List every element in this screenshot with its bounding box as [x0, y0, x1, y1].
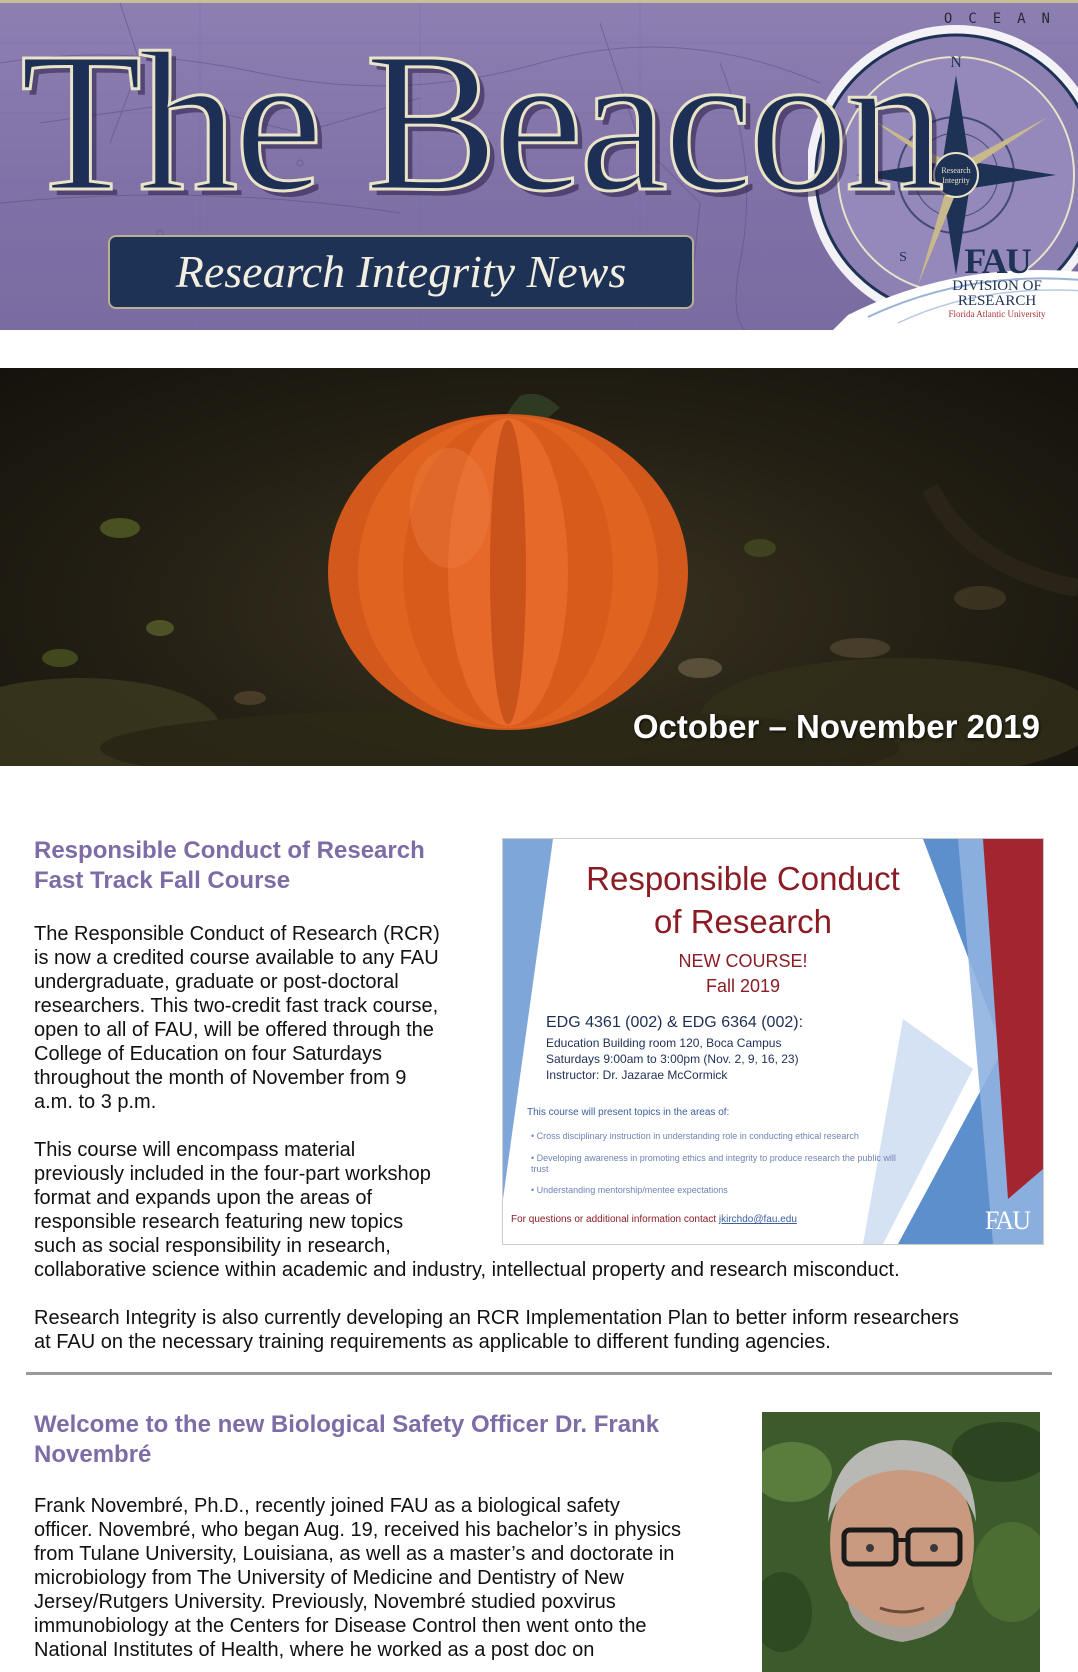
fau-division-logo — [932, 243, 1062, 320]
flyer-title-line: Responsible Conduct — [586, 860, 900, 897]
text-line: The Responsible Conduct of Research (RCR) — [34, 923, 440, 945]
text-line: Frank Novembré, Ph.D., recently joined FAU as a biological safety — [34, 1495, 620, 1517]
flyer-topics-heading: This course will present topics in the areas of: — [527, 1107, 730, 1118]
flyer-topic-text: Developing awareness in promoting ethics and integrity to produce research the public will trust — [531, 1153, 896, 1174]
rcr-heading-line1: Responsible Conduct of Research — [34, 837, 425, 864]
text-line: officer. Novembré, who began Aug. 19, received his bachelor’s in physics — [34, 1519, 682, 1541]
pumpkin-illustration — [0, 368, 1078, 766]
compass-south-label: S — [899, 250, 907, 265]
biosafety-heading-line1: Welcome to the new Biological Safety Officer Dr. Frank — [34, 1411, 660, 1438]
fau-logo-text: FAU — [964, 241, 1030, 281]
text-line: previously included in the four-part workshop — [34, 1163, 431, 1185]
text-line: from Tulane University, Louisiana, as well as a master’s and doctorate in — [34, 1543, 675, 1565]
svg-text:Integrity: Integrity — [942, 176, 970, 185]
flyer-topic-text: Cross disciplinary instruction in understanding role in conducting ethical research — [536, 1131, 859, 1141]
logo-division-text: DIVISION OF — [952, 278, 1042, 294]
flyer-instructor: Instructor: Dr. Jazarae McCormick — [546, 1068, 728, 1082]
flyer-new-course — [543, 949, 943, 999]
ocean-label: OCEAN — [943, 11, 1066, 27]
biosafety-article-heading — [34, 1410, 659, 1470]
flyer-topic-item: • Cross disciplinary instruction in understanding role in conducting ethical research — [531, 1131, 859, 1141]
flyer-new-course-label: NEW COURSE! — [678, 951, 808, 971]
text-line: Jersey/Rutgers University. Previously, Novembré studied poxvirus — [34, 1591, 616, 1613]
text-line: immunobiology at the Centers for Disease Control then went onto the — [34, 1615, 647, 1637]
text-line: This course will encompass material — [34, 1139, 356, 1161]
text-line: throughout the month of November from 9 — [34, 1067, 407, 1089]
flyer-location: Education Building room 120, Boca Campus — [546, 1036, 782, 1050]
flyer-term-label: Fall 2019 — [705, 976, 781, 996]
flyer-topic-text: Understanding mentorship/mentee expectations — [536, 1185, 728, 1195]
text-line: is now a credited course available to any FAU — [34, 947, 439, 969]
rcr-course-flyer — [502, 838, 1044, 1245]
hero-pumpkin-image — [0, 368, 1078, 766]
text-line: collaborative science within academic and industry, intellectual property and research misconduct. — [34, 1259, 900, 1281]
text-line: at FAU on the necessary training requirements as applicable to different funding agencies. — [34, 1331, 831, 1353]
rcr-heading-line2: Fast Track Fall Course — [34, 867, 291, 894]
flyer-title — [543, 857, 943, 943]
text-line: a.m. to 3 p.m. — [34, 1091, 157, 1113]
section-divider — [26, 1372, 1052, 1375]
flyer-schedule: Saturdays 9:00am to 3:00pm (Nov. 2, 9, 16, 23) — [546, 1052, 799, 1066]
flyer-topic-item: • Developing awareness in promoting ethics and integrity to produce research the public will trust — [531, 1153, 896, 1174]
biosafety-heading-line2: Novembré — [34, 1441, 152, 1468]
text-line: format and expands upon the areas of — [34, 1187, 373, 1209]
flyer-contact-text: For questions or additional information contact — [511, 1214, 717, 1225]
compass-north-label: N — [950, 54, 962, 71]
rcr-paragraph-1 — [34, 922, 440, 1114]
text-line: microbiology from The University of Medicine and Dentistry of New — [34, 1567, 624, 1589]
flyer-contact-email-link[interactable]: jkirchdo@fau.edu — [718, 1214, 797, 1225]
portrait-illustration — [762, 1412, 1040, 1672]
newsletter-subtitle: Research Integrity News — [108, 235, 694, 309]
newsletter-title: The Beacon — [20, 12, 941, 233]
logo-university-text: Florida Atlantic University — [948, 309, 1046, 319]
rcr-paragraph-3 — [34, 1306, 1044, 1354]
frank-novembre-portrait — [762, 1412, 1040, 1672]
issue-date-caption: October – November 2019 — [632, 708, 1040, 745]
masthead-banner — [0, 0, 1078, 330]
flyer-title-line: of Research — [654, 903, 832, 940]
text-line: such as social responsibility in research, — [34, 1235, 391, 1257]
flyer-topic-item: • Understanding mentorship/mentee expectations — [531, 1185, 728, 1195]
text-line: open to all of FAU, will be offered through the — [34, 1019, 434, 1041]
logo-research-text: RESEARCH — [957, 293, 1037, 309]
text-line: Research Integrity is also currently developing an RCR Implementation Plan to better inform researchers — [34, 1307, 959, 1329]
text-line: undergraduate, graduate or post-doctoral — [34, 971, 399, 993]
biosafety-paragraph-1 — [34, 1494, 681, 1662]
text-line: responsible research featuring new topics — [34, 1211, 404, 1233]
svg-text:Research: Research — [941, 166, 971, 175]
text-line: College of Education on four Saturdays — [34, 1043, 382, 1065]
flyer-contact — [511, 1214, 797, 1225]
text-line: researchers. This two-credit fast track course, — [34, 995, 439, 1017]
text-line: National Institutes of Health, where he worked as a post doc on — [34, 1639, 595, 1661]
flyer-fau-logo: FAU — [984, 1206, 1029, 1235]
rcr-article-heading — [34, 836, 425, 896]
flyer-course-codes: EDG 4361 (002) & EDG 6364 (002): — [546, 1014, 804, 1031]
